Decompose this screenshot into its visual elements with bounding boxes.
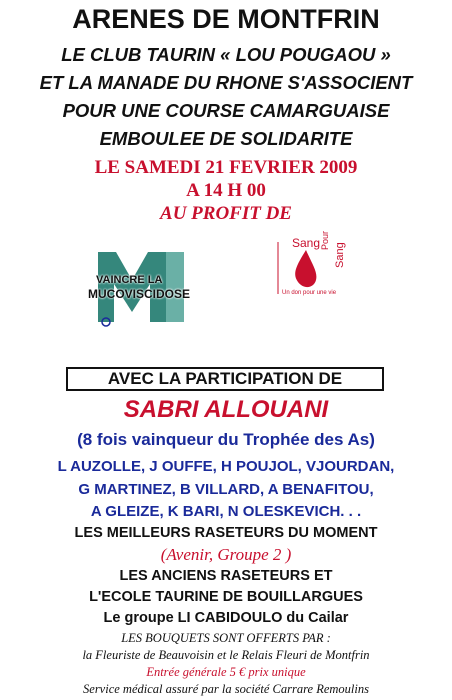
- benefit-label: AU PROFIT DE: [160, 203, 292, 224]
- star-raseteur: SABRI ALLOUANI: [123, 396, 329, 423]
- raseteur-names-3: A GLEIZE, K BARI, N OLESKEVICH. . .: [90, 503, 362, 520]
- medical-service: Service médical assuré par la société Carrare Remoulins: [83, 682, 369, 696]
- raseteur-names-2: G MARTINEZ, B VILLARD, A BENAFITOU,: [78, 481, 374, 498]
- event-type-line: POUR UNE COURSE CAMARGUAISE: [62, 100, 390, 121]
- sang-text-3: Sang: [334, 242, 346, 268]
- partner-line: ET LA MANADE DU RHONE S'ASSOCIENT: [39, 72, 413, 93]
- sang-pour-sang-logo: [276, 230, 372, 300]
- event-subtitle: EMBOULEE DE SOLIDARITE: [99, 128, 353, 149]
- entry-price: Entrée générale 5 € prix unique: [146, 665, 306, 679]
- organizer-line: LE CLUB TAURIN « LOU POUGAOU »: [61, 44, 391, 65]
- sang-tagline: Un don pour une vie: [282, 290, 337, 296]
- bouquets-heading: LES BOUQUETS SONT OFFERTS PAR :: [121, 631, 331, 645]
- former-raseteurs: LES ANCIENS RASETEURS ET: [119, 568, 333, 584]
- participation-heading: AVEC LA PARTICIPATION DE: [66, 367, 384, 391]
- sang-text-2: Pour: [320, 230, 330, 250]
- vlm-text-2: MUCOVISCIDOSE: [88, 287, 191, 301]
- florists: la Fleuriste de Beauvoisin et le Relais Fleuri de Montfrin: [82, 648, 370, 662]
- sang-text-1: Sang: [292, 236, 321, 250]
- raseteur-names-1: L AUZOLLE, J OUFFE, H POUJOL, VJOURDAN,: [57, 458, 395, 475]
- vlm-text-1: VAINCRE LA: [96, 274, 163, 286]
- star-achievement: (8 fois vainqueur du Trophée des As): [77, 430, 375, 449]
- event-date: LE SAMEDI 21 FEVRIER 2009: [94, 157, 358, 178]
- vaincre-mucoviscidose-logo: [88, 250, 212, 330]
- poster-title: ARENES DE MONTFRIN: [72, 4, 380, 34]
- music-group: Le groupe LI CABIDOULO du Cailar: [103, 610, 349, 626]
- avenir-group: (Avenir, Groupe 2 ): [160, 545, 292, 564]
- event-time: A 14 H 00: [186, 180, 266, 201]
- best-raseteurs: LES MEILLEURS RASETEURS DU MOMENT: [74, 525, 378, 541]
- bullfighting-school: L'ECOLE TAURINE DE BOUILLARGUES: [89, 589, 363, 605]
